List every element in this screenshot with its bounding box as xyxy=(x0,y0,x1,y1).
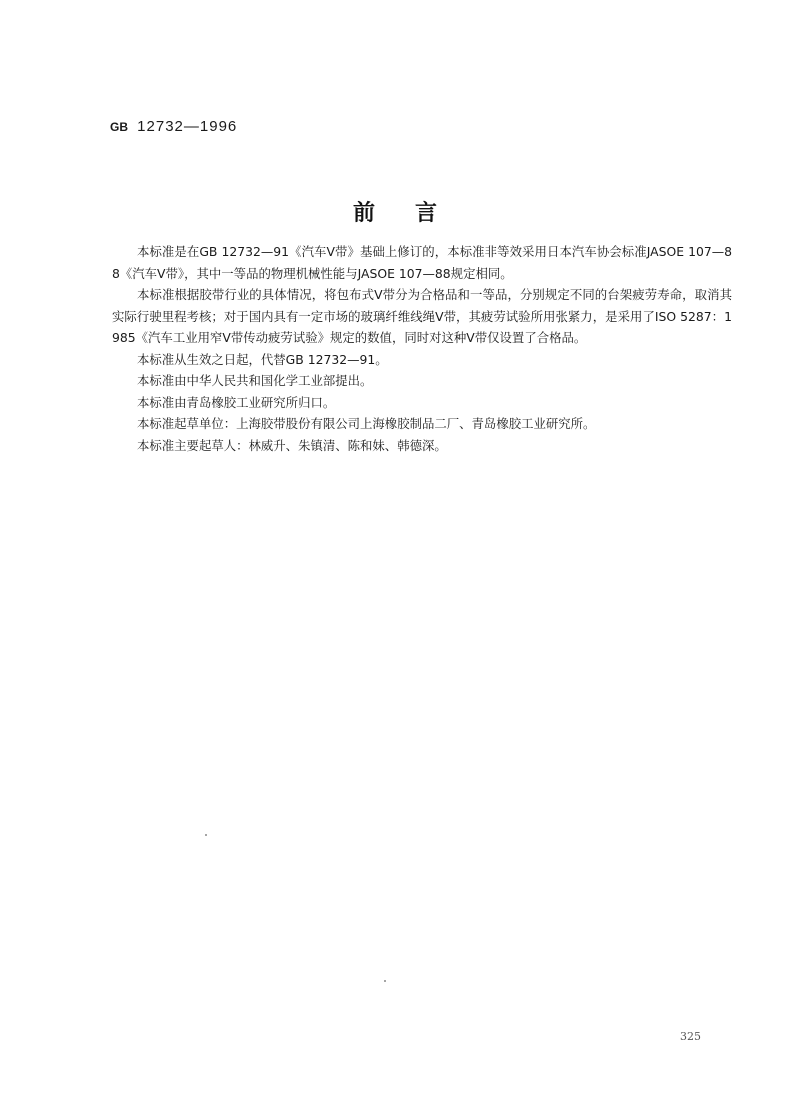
paragraph-replaces: 本标准从生效之日起，代替GB 12732—91。 xyxy=(137,351,388,367)
paragraph-drafting-units: 本标准起草单位：上海胶带股份有限公司上海橡胶制品二厂、青岛橡胶工业研究所。 xyxy=(137,416,596,431)
scan-speck xyxy=(205,834,207,836)
paragraph-revision: 本标准是在GB 12732—91《汽车V带》基础上修订的，本标准非等效采用日本汽车协会标准JASOE 107—88《汽车V带》，其中一等品的物理机械性能与JASOE 107—88规定相同。 xyxy=(112,244,732,281)
standard-prefix: GB xyxy=(110,120,128,134)
paragraph-proposed-by: 本标准由中华人民共和国化学工业部提出。 xyxy=(137,373,373,388)
scan-speck xyxy=(384,980,386,982)
paragraph-drafters: 本标准主要起草人：林威升、朱镇清、陈和妹、韩德深。 xyxy=(137,437,447,453)
paragraph-classification: 本标准根据胶带行业的具体情况，将包布式V带分为合格品和一等品，分别规定不同的台架疲劳寿命，取消其实际行驶里程考核；对于国内具有一定市场的玻璃纤维线绳V带，其疲劳试验所用张紧力，是采用了ISO 5287：1985《汽车工业用窄V带传动疲劳试验》规定的数值，同时对这种V带仅设置了合格品。 xyxy=(112,287,732,345)
foreword-body xyxy=(112,241,732,456)
page-number: 325 xyxy=(680,1030,701,1043)
section-title: 前言 xyxy=(352,201,477,226)
paragraph-managed-by: 本标准由青岛橡胶工业研究所归口。 xyxy=(137,394,336,410)
standard-number: 12732—1996 xyxy=(137,118,238,135)
standard-code-header xyxy=(110,118,237,135)
